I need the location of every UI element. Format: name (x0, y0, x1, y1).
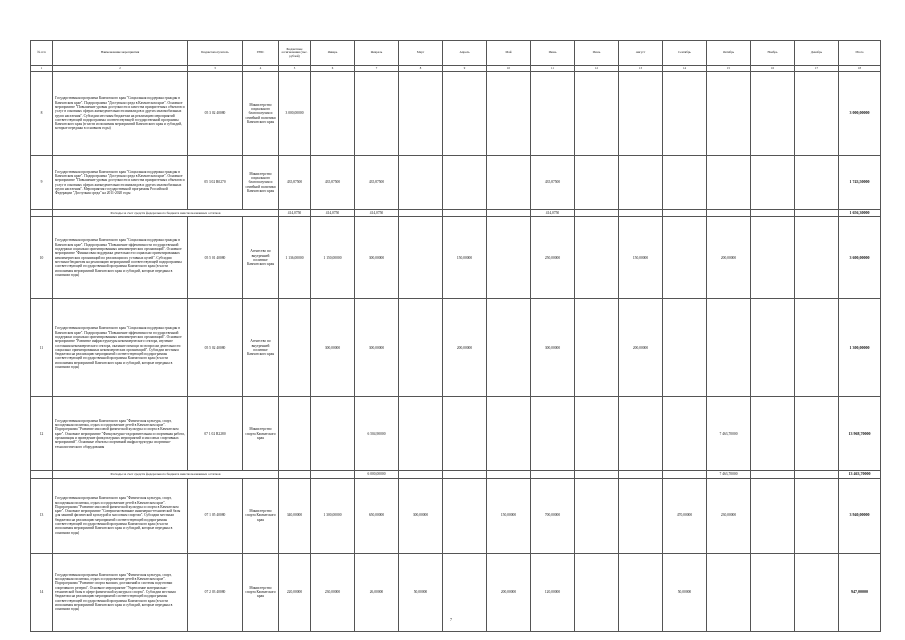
column-index: 13 (619, 66, 663, 72)
row-value: 435,87500 (279, 156, 311, 210)
row-name: Государственная программа Камчатского края "Социальная поддержка граждан в Камчатском крае". Подпрограмма "Доступная среда в Камчатском крае". Основное мероприятие "Повышение уровня доступности и качества приоритетных объектов и услуг в основных сферах жизнедеятельности инвалидов и других маломобильных групп населения". Мероприятия государственной программы Российской Федерации "Доступная среда" на 2011-2020 годы (53, 156, 188, 210)
row-grbs: Министерство спорта Камчатского края (243, 553, 279, 631)
row-value: 470,00000 (663, 478, 707, 553)
column-index: 4 (243, 66, 279, 72)
row-value: 7 463,70000 (707, 397, 751, 471)
row-value (751, 397, 795, 471)
column-index: 6 (311, 66, 355, 72)
row-value: 150,00000 (619, 217, 663, 299)
row-code: 07 2 03 40080 (188, 553, 243, 631)
column-header: Ноябрь (751, 41, 795, 66)
row-value (619, 397, 663, 471)
column-header: Наименование мероприятия (53, 41, 188, 66)
row-value: 435,87500 (531, 156, 575, 210)
row-value: 7 463,70000 (707, 471, 751, 478)
row-value (399, 210, 443, 217)
column-header: Август (619, 41, 663, 66)
row-value (443, 478, 487, 553)
row-value (531, 72, 575, 156)
row-name: Государственная программа Камчатского края "Социальная поддержка граждан в Камчатском крае". Подпрограмма "Повышение эффективности государственной поддержки социально ориентированных некоммерческих организаций". Основное мероприятие "Финансовая поддержка деятельности социально ориентированных некоммерческих организаций по реализации их уставных целей". Субсидии местным бюджетам на реализацию мероприятий соответствующей подпрограммы соответствующей государственной программы Камчатского края (в части исполнения мероприятий Камчатского края и субсидий, которые переданы в основном годы) (53, 217, 188, 299)
row-code: 07 1 02 R2280 (188, 397, 243, 471)
row-name: Государственная программа Камчатского края "Физическая культура, спорт, молодежная политика, отдых и оздоровление детей в Камчатском крае". Подпрограмма "Развитие массовой физической культуры и спорта в Камчатском крае". Основное мероприятие "Совершенствование инженерно-технической базы для занятий физической культурой и массовым спортом". Субсидии местным бюджетам на реализацию мероприятий соответствующей подпрограммы соответствующей государственной программы Камчатского края (в части исполнения мероприятий Камчатского края и субсидий, которые переданы в основном годы) (53, 478, 188, 553)
row-value (751, 299, 795, 397)
row-value (707, 299, 751, 397)
row-value (487, 72, 531, 156)
row-value: 6 000,00000 (355, 471, 399, 478)
row-grbs: Министерство спорта Камчатского края (243, 397, 279, 471)
row-value: 220,00000 (279, 553, 311, 631)
row-value (311, 471, 355, 478)
budget-table-sheet (30, 40, 880, 632)
row-value: 200,00000 (443, 299, 487, 397)
row-name: Государственная программа Камчатского края "Физическая культура, спорт, молодежная политика, отдых и оздоровление детей в Камчатском крае". Подпрограмма "Развитие массовой физической культуры и спорта в Камчатском крае". Основное мероприятие "Физкультурно-оздоровительная и спортивная работа, организация и проведение физкультурных мероприятий и массовых спортивных мероприятий". Основные объекты спортивной инфраструктуры спортивно-технологического оборудования (53, 397, 188, 471)
row-value: 700,00000 (531, 478, 575, 553)
table-row (31, 156, 881, 210)
row-value (795, 210, 839, 217)
row-value (663, 210, 707, 217)
row-value (795, 299, 839, 397)
row-value (487, 299, 531, 397)
row-value (707, 72, 751, 156)
row-value: 300,00000 (355, 217, 399, 299)
column-header: Апрель (443, 41, 487, 66)
row-value (795, 72, 839, 156)
row-value: 435,87500 (311, 156, 355, 210)
note-label: Расходы за счет средств федерального бюджета неиспользованных остатков (53, 471, 279, 478)
row-number: 13 (31, 478, 53, 553)
row-total: 1 656,30000 (839, 210, 881, 217)
row-value (399, 72, 443, 156)
row-value (355, 72, 399, 156)
column-index: 9 (443, 66, 487, 72)
row-value (487, 217, 531, 299)
row-value (707, 553, 751, 631)
row-value (575, 72, 619, 156)
column-header: ГРБС (243, 41, 279, 66)
table-note-row (31, 471, 881, 478)
row-value (311, 397, 355, 471)
row-value (443, 210, 487, 217)
row-number: 14 (31, 553, 53, 631)
row-value (795, 217, 839, 299)
row-name: Государственная программа Камчатского края "Социальная поддержка граждан в Камчатском крае". Подпрограмма "Повышение эффективности государственной поддержки социально ориентированных некоммерческих организаций". Основное мероприятие "Развитие инфраструктуры некоммерческого сектора, изучение состояния некоммерческого сектора, оказание помощи по вопросам деятельности социально ориентированных некоммерческих организаций". Субсидии местным бюджетам на реализацию мероприятий соответствующей подпрограммы соответствующей государственной программы Камчатского края (в части исполнения мероприятий Камчатского края и субсидий, которые переданы в основном годы) (53, 299, 188, 397)
row-value (575, 397, 619, 471)
row-total: 1 300,00000 (839, 299, 881, 397)
row-value (751, 553, 795, 631)
row-value (663, 299, 707, 397)
row-value: 300,00000 (531, 299, 575, 397)
column-header: Июль (575, 41, 619, 66)
row-value (311, 72, 355, 156)
column-header: Октябрь (707, 41, 751, 66)
table-row (31, 397, 881, 471)
row-value (795, 478, 839, 553)
column-index: 7 (355, 66, 399, 72)
row-number (31, 210, 53, 217)
row-value (663, 217, 707, 299)
column-header: Январь (311, 41, 355, 66)
row-value: 300,00000 (355, 299, 399, 397)
row-value (279, 397, 311, 471)
note-label: Расходы за счет средств федерального бюджета неиспользованных остатков (53, 210, 279, 217)
row-value (795, 553, 839, 631)
row-value: 150,00000 (487, 478, 531, 553)
row-value (619, 72, 663, 156)
row-value (795, 156, 839, 210)
row-code: 05 5 02 40080 (188, 299, 243, 397)
table-body (31, 66, 881, 632)
table-row (31, 478, 881, 553)
row-value (279, 299, 311, 397)
row-total: 13 463,70000 (839, 471, 881, 478)
row-value (487, 397, 531, 471)
row-grbs: Министерство спорта Камчатского края (243, 478, 279, 553)
column-header: № п/п (31, 41, 53, 66)
row-value (487, 471, 531, 478)
row-value (399, 299, 443, 397)
table-row (31, 72, 881, 156)
column-header: Июнь (531, 41, 575, 66)
row-value (443, 397, 487, 471)
row-value (751, 156, 795, 210)
column-index: 15 (707, 66, 751, 72)
column-index: 10 (487, 66, 531, 72)
row-value (663, 397, 707, 471)
row-number: 10 (31, 217, 53, 299)
row-value (443, 72, 487, 156)
row-value: 340,00000 (279, 478, 311, 553)
column-header: Бюджетные ассигнования (тыс. рублей) (279, 41, 311, 66)
table-row (31, 553, 881, 631)
row-total: 3 940,00000 (839, 478, 881, 553)
row-value: 3 000,00000 (279, 72, 311, 156)
row-value (575, 553, 619, 631)
row-value (751, 72, 795, 156)
table-note-row (31, 210, 881, 217)
table-row (31, 217, 881, 299)
row-total: 3 600,00000 (839, 217, 881, 299)
row-value (575, 156, 619, 210)
row-value: 50,00000 (663, 553, 707, 631)
column-index: 18 (839, 66, 881, 72)
row-value: 200,00000 (707, 217, 751, 299)
row-value (575, 210, 619, 217)
row-grbs: Агентство по внутренней политике Камчатского края (243, 299, 279, 397)
row-value (531, 397, 575, 471)
row-number (31, 471, 53, 478)
row-value (795, 471, 839, 478)
row-value (619, 553, 663, 631)
row-value (619, 210, 663, 217)
row-number: 12 (31, 397, 53, 471)
row-code: 05 3 02 40080 (188, 72, 243, 156)
row-value (619, 478, 663, 553)
row-value (443, 471, 487, 478)
row-value (707, 156, 751, 210)
row-value: 435,87500 (355, 156, 399, 210)
row-value: 150,00000 (443, 217, 487, 299)
row-value (575, 471, 619, 478)
row-value: 1 150,00000 (311, 217, 355, 299)
row-value (619, 471, 663, 478)
row-value: 230,00000 (707, 478, 751, 553)
row-value (751, 217, 795, 299)
row-value: 414,0750 (355, 210, 399, 217)
row-value (619, 156, 663, 210)
row-value (279, 471, 311, 478)
row-value (531, 471, 575, 478)
column-header: Февраль (355, 41, 399, 66)
column-header: Сентябрь (663, 41, 707, 66)
column-index: 14 (663, 66, 707, 72)
column-index: 3 (188, 66, 243, 72)
row-total: 1 743,50000 (839, 156, 881, 210)
column-index: 1 (31, 66, 53, 72)
column-index: 17 (795, 66, 839, 72)
row-value (487, 210, 531, 217)
column-index: 11 (531, 66, 575, 72)
column-index: 5 (279, 66, 311, 72)
row-code: 07 1 05 40080 (188, 478, 243, 553)
row-name: Государственная программа Камчатского края "Физическая культура, спорт, молодежная политика, отдых и оздоровление детей в Камчатском крае". Подпрограмма "Развитие спорта высших достижений и системы подготовки спортивного резерва". Основное мероприятие "Укрепление материально-технической базы в сфере физической культуры и спорта". Субсидии местным бюджетам на реализацию мероприятий соответствующей подпрограммы соответствующей государственной программы Камчатского края (в части исполнения мероприятий Камчатского края и субсидий, которые переданы в основном годы) (53, 553, 188, 631)
row-grbs: Министерство социального благополучия и семейной политики Камчатского края (243, 156, 279, 210)
row-value (751, 210, 795, 217)
row-code: 05 3 02 R0270 (188, 156, 243, 210)
row-value: 6 504,90000 (355, 397, 399, 471)
row-value (487, 156, 531, 210)
row-value: 650,00000 (355, 478, 399, 553)
row-value (707, 210, 751, 217)
column-header: Декабрь (795, 41, 839, 66)
page-number: 7 (450, 617, 452, 622)
row-value (575, 217, 619, 299)
column-index: 8 (399, 66, 443, 72)
row-value (399, 217, 443, 299)
row-grbs: Министерство социального благополучия и семейной политики Камчатского края (243, 72, 279, 156)
row-value (751, 471, 795, 478)
row-value: 200,00000 (487, 553, 531, 631)
row-value: 230,00000 (311, 553, 355, 631)
column-header: Итого (839, 41, 881, 66)
row-value: 26,00000 (355, 553, 399, 631)
row-value (751, 478, 795, 553)
row-code: 05 5 01 40080 (188, 217, 243, 299)
row-value (399, 397, 443, 471)
row-value (663, 471, 707, 478)
row-value: 300,00000 (399, 478, 443, 553)
row-value: 1 136,00000 (279, 217, 311, 299)
row-value: 50,00000 (399, 553, 443, 631)
row-total: 3 000,00000 (839, 72, 881, 156)
row-grbs: Агентство по внутренней политике Камчатского края (243, 217, 279, 299)
row-value: 120,00000 (531, 553, 575, 631)
row-value (399, 156, 443, 210)
row-name: Государственная программа Камчатского края "Социальная поддержка граждан в Камчатском крае". Подпрограмма "Доступная среда в Камчатском крае". Основное мероприятие "Повышение уровня доступности и качества приоритетных объектов и услуг в основных сферах жизнедеятельности инвалидов и других маломобильных групп населения". Субсидии местным бюджетам на реализацию мероприятий соответствующей подпрограммы соответствующей государственной программы Камчатского края (в части исполнения мероприятий Камчатского края и субсидий, которые переданы в основном годы) (53, 72, 188, 156)
row-value (399, 471, 443, 478)
row-total: 947,00000 (839, 553, 881, 631)
row-value: 414,0750 (311, 210, 355, 217)
column-index: 16 (751, 66, 795, 72)
row-number: 8 (31, 72, 53, 156)
row-total: 13 968,70000 (839, 397, 881, 471)
column-index: 2 (53, 66, 188, 72)
row-value (443, 156, 487, 210)
column-header: Март (399, 41, 443, 66)
column-header: Май (487, 41, 531, 66)
row-number: 11 (31, 299, 53, 397)
row-value: 250,00000 (531, 217, 575, 299)
table-row (31, 299, 881, 397)
row-value (795, 397, 839, 471)
budget-table (30, 40, 881, 632)
row-value (663, 156, 707, 210)
row-number: 9 (31, 156, 53, 210)
row-value: 200,00000 (619, 299, 663, 397)
row-value (663, 72, 707, 156)
row-value: 414,0750 (531, 210, 575, 217)
row-value (575, 478, 619, 553)
row-value (575, 299, 619, 397)
row-value: 1 300,00000 (311, 478, 355, 553)
row-value: 414,0750 (279, 210, 311, 217)
row-value: 300,00000 (311, 299, 355, 397)
table-header-row (31, 41, 881, 66)
column-header: Бюджетополучатель (188, 41, 243, 66)
column-index: 12 (575, 66, 619, 72)
